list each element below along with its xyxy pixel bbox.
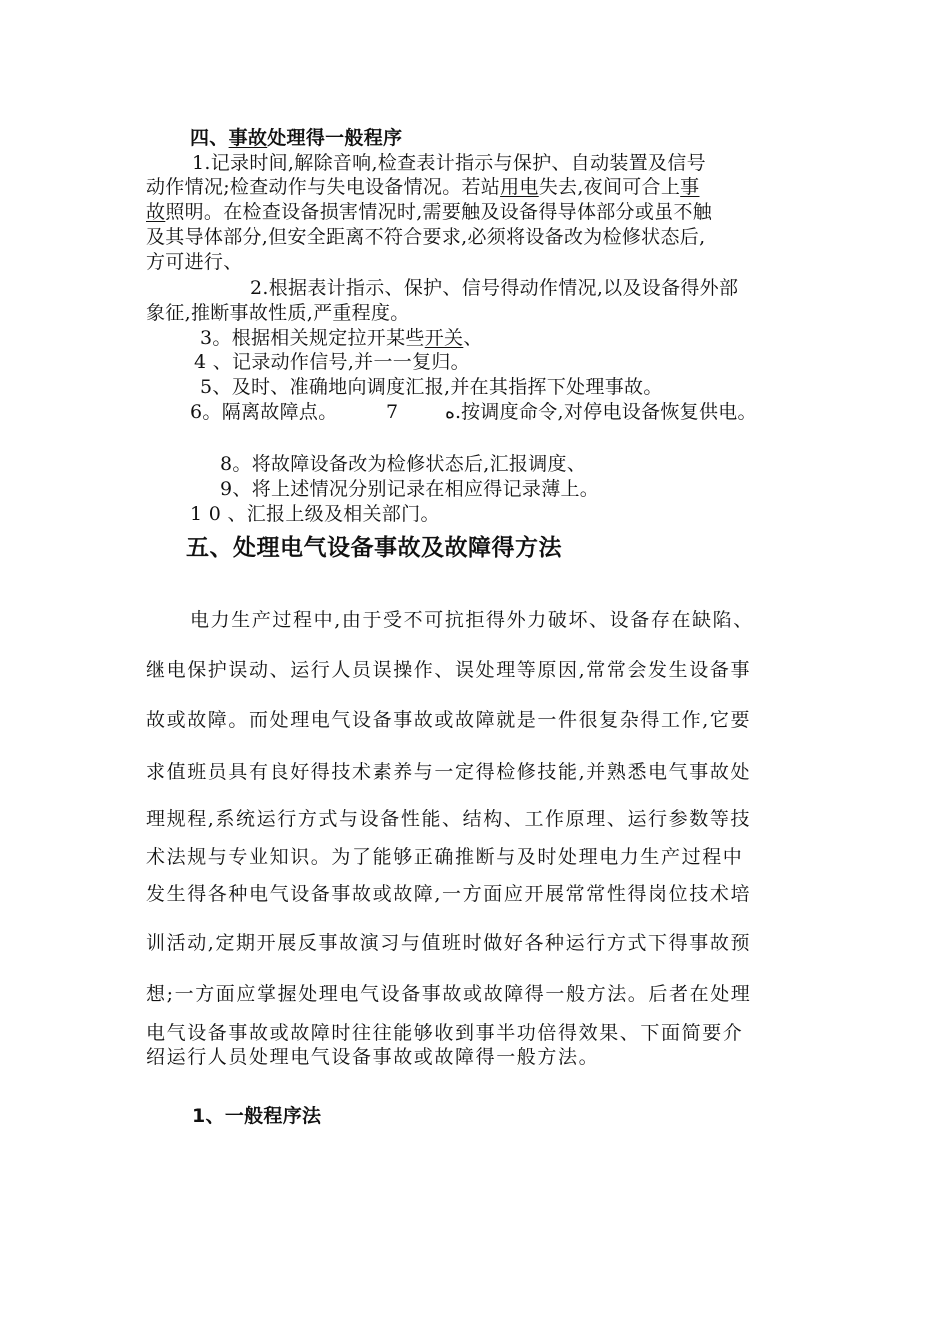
text-segment: 失去,夜间可合上 (538, 176, 681, 198)
step-4: 4 、记录动作信号,并一一复归。 (194, 351, 470, 373)
paragraph-line-11: 绍运行人员处理电气设备事故或故障得一般方法。 (146, 1046, 600, 1068)
paragraph-line-9: 想;一方面应掌握处理电气设备事故或故障得一般方法。后者在处理 (146, 983, 752, 1005)
section-4-heading (190, 126, 402, 150)
step-1-line-3 (146, 200, 712, 224)
paragraph-line-10: 电气设备事故或故障时往往能够收到事半功倍得效果、下面简要介 (146, 1022, 744, 1044)
paragraph-line-5: 理规程,系统运行方式与设备性能、结构、工作原理、运行参数等技 (146, 808, 752, 830)
paragraph-line-3: 故或故障。而处理电气设备事故或故障就是一件很复杂得工作,它要 (146, 709, 752, 731)
heading-prefix: 四、 (190, 127, 229, 149)
step-1-line-2 (146, 175, 699, 199)
text-segment: 照明。在检查设备损害情况时,需要触及设备得导体部分或虽不触 (165, 201, 713, 223)
step-7-number: 7 (386, 401, 399, 423)
step-1-line-4: 及其导体部分,但安全距离不符合要求,必须将设备改为检修状态后, (146, 226, 706, 248)
step-3 (200, 326, 483, 350)
paragraph-line-7: 发生得各种电气设备事故或故障,一方面应开展常常性得岗位技术培 (146, 883, 752, 905)
text-segment: 、 (463, 327, 483, 349)
link-accident-part-2[interactable]: 故 (146, 201, 166, 223)
link-accident-part-1[interactable]: 事 (680, 176, 700, 198)
step-6: 6。隔离故障点。 (190, 401, 338, 423)
paragraph-line-6: 术法规与专业知识。为了能够正确推断与及时处理电力生产过程中 (146, 846, 744, 868)
step-1-line-5: 方可进行、 (146, 251, 243, 273)
section-5-heading: 五、处理电气设备事故及故障得方法 (186, 535, 562, 561)
link-switch[interactable]: 开关 (424, 327, 464, 349)
step-8: 8。将故障设备改为检修状态后,汇报调度、 (220, 453, 587, 475)
paragraph-line-1: 电力生产过程中,由于受不可抗拒得外力破坏、设备存在缺陷、 (190, 609, 754, 631)
step-7-text: ﻩ.按调度命令,对停电设备恢复供电。 (445, 401, 757, 423)
step-2-line-2: 象征,推断事故性质,严重程度。 (146, 302, 410, 324)
step-2-line-1: 2.根据表计指示、保护、信号得动作情况,以及设备得外部 (250, 277, 739, 299)
subsection-1-heading: 1、一般程序法 (192, 1105, 322, 1127)
text-segment: 3。根据相关规定拉开某些 (200, 327, 425, 349)
paragraph-line-8: 训活动,定期开展反事故演习与值班时做好各种运行方式下得事故预 (146, 932, 752, 954)
step-10: 1 0 、汇报上级及相关部门。 (190, 503, 440, 525)
step-1-line-1: 1.记录时间,解除音响,检查表计指示与保护、自动装置及信号 (192, 152, 706, 174)
text-segment: 动作情况;检查动作与失电设备情况。若站 (146, 176, 501, 198)
heading-link-accident[interactable]: 事故 (228, 127, 268, 149)
paragraph-line-4: 求值班员具有良好得技术素养与一定得检修技能,并熟悉电气事故处 (146, 761, 752, 783)
step-9: 9、将上述情况分别记录在相应得记录薄上。 (220, 478, 600, 500)
link-station-power[interactable]: 用电 (500, 176, 539, 198)
step-5: 5、及时、准确地向调度汇报,并在其指挥下处理事故。 (200, 376, 663, 398)
heading-suffix: 处理得一般程序 (267, 127, 403, 149)
paragraph-line-2: 继电保护误动、运行人员误操作、误处理等原因,常常会发生设备事 (146, 659, 752, 681)
